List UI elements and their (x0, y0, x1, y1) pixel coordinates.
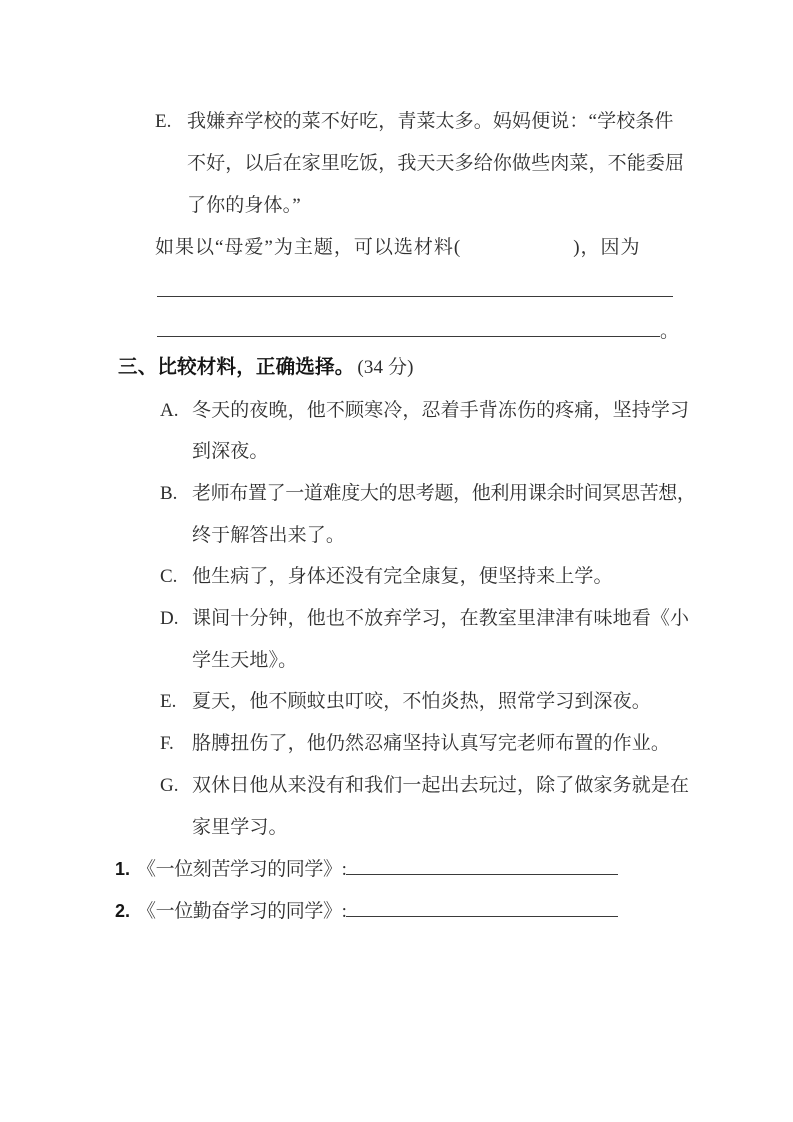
section-score: (34 分) (357, 357, 414, 378)
question-1-number: 1. (115, 859, 131, 879)
question-2-title: 《一位勤奋学习的同学》: (137, 901, 347, 922)
fill-question-after: )，因为 (573, 237, 641, 258)
option-b-text-2: 终于解答出来了。 (192, 525, 345, 546)
option-d-label: D. (160, 608, 179, 629)
option-b-label: B. (160, 483, 178, 504)
option-c-line-1 (160, 563, 613, 591)
option-g-label: G. (160, 775, 179, 796)
material-e-line-1 (155, 108, 674, 136)
option-e-line-1 (160, 688, 651, 716)
fill-question-before: 如果以“母爱”为主题，可以选材料( (155, 237, 462, 258)
fill-question-line (155, 234, 641, 262)
answer-blank-line-1 (157, 268, 673, 297)
option-e-label: E. (160, 691, 177, 712)
section-heading-row (118, 353, 414, 381)
question-2-row (115, 894, 618, 922)
option-d-line-1 (160, 605, 689, 633)
option-a-text-1: 冬天的夜晚，他不顾寒冷，忍着手背冻伤的疼痛，坚持学习 (192, 400, 690, 421)
option-c-label: C. (160, 566, 178, 587)
option-f-line-1 (160, 730, 670, 758)
question-2-number: 2. (115, 901, 131, 921)
option-a-text-2: 到深夜。 (192, 441, 269, 462)
option-e-text-1: 夏天，他不顾蚊虫叮咬，不怕炎热，照常学习到深夜。 (192, 691, 651, 712)
option-b-line-1 (160, 480, 696, 508)
section-heading: 三、比较材料，正确选择。 (118, 356, 355, 378)
option-g-text-2: 家里学习。 (192, 817, 288, 838)
option-c-text-1: 他生病了，身体还没有完全康复，便坚持来上学。 (192, 566, 613, 587)
option-a-line-1 (160, 397, 689, 425)
option-g-text-1: 双休日他从来没有和我们一起出去玩过，除了做家务就是在 (192, 775, 690, 796)
option-f-label: F. (160, 733, 174, 754)
answer-blank-line-2 (157, 310, 660, 337)
option-d-text-2: 学生天地》。 (192, 650, 298, 671)
material-e-text-2: 不好，以后在家里吃饭，我天天多给你做些肉菜，不能委屈 (187, 153, 685, 174)
question-1-row (115, 852, 618, 880)
option-f-text-1: 胳膊扭伤了，他仍然忍痛坚持认真写完老师布置的作业。 (192, 733, 671, 754)
blank-end-period: 。 (660, 321, 680, 342)
material-e-text-1: 我嫌弃学校的菜不好吃，青菜太多。妈妈便说：“学校条件 (187, 111, 674, 132)
option-g-line-1 (160, 772, 689, 800)
question-1-title: 《一位刻苦学习的同学》: (137, 859, 347, 880)
question-1-answer-blank (346, 852, 618, 875)
answer-blank-line-2-row (157, 310, 680, 342)
option-a-label: A. (160, 400, 179, 421)
question-2-answer-blank (346, 894, 618, 917)
material-e-label: E. (155, 111, 172, 132)
option-d-text-1: 课间十分钟，他也不放弃学习，在教室里津津有味地看《小 (192, 608, 690, 629)
option-b-text-1: 老师布置了一道难度大的思考题，他利用课余时间冥思苦想， (192, 483, 696, 504)
material-e-text-3: 了你的身体。” (187, 195, 301, 216)
